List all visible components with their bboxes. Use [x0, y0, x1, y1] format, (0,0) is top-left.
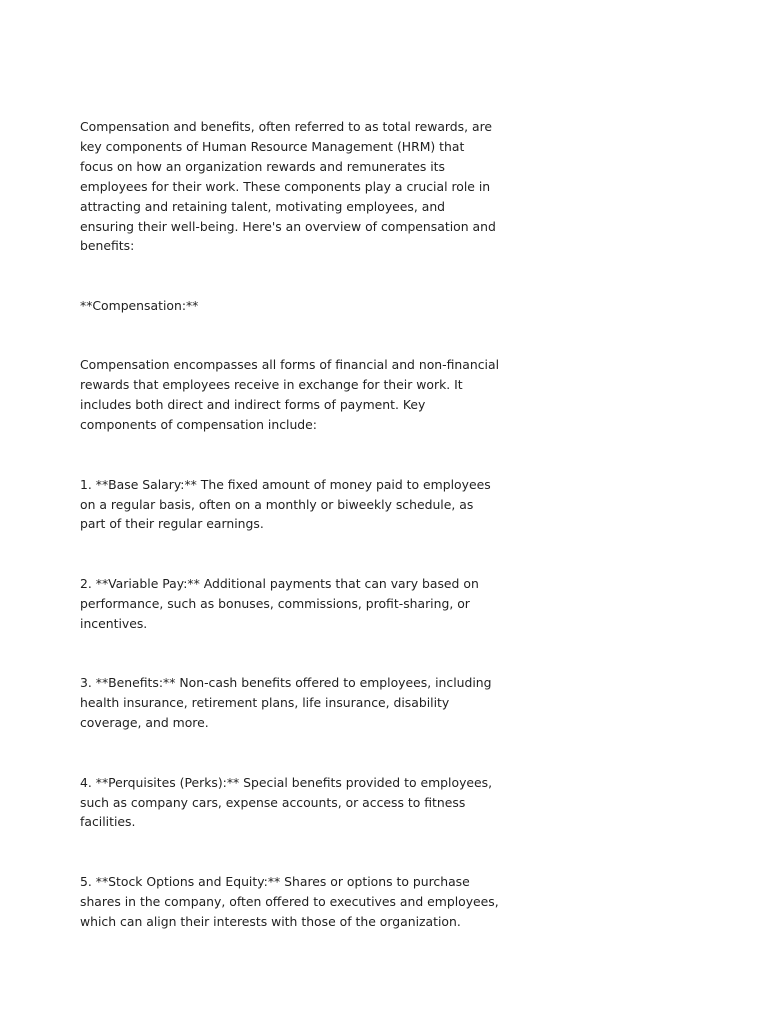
compensation-heading: **Compensation:**: [80, 297, 199, 313]
document-body: [80, 117, 500, 932]
compensation-intro-paragraph: Compensation encompasses all forms of financial and non-financial rewards that employees receive in exchange for their work. It includes both direct and indirect forms of payment. Key components of compensation include:: [80, 357, 500, 433]
list-item-variable-pay: 2. **Variable Pay:** Additional payments that can vary based on performance, such as bonuses, commissions, profit-sharing, or incentives.: [80, 575, 479, 631]
list-item-perquisites: 4. **Perquisites (Perks):** Special benefits provided to employees, such as company cars, expense accounts, or access to fitness facilities.: [80, 774, 493, 830]
list-item-stock-options: 5. **Stock Options and Equity:** Shares or options to purchase shares in the company, often offered to executives and employees, which can align their interests with those of the organization.: [80, 873, 499, 929]
intro-paragraph: Compensation and benefits, often referred to as total rewards, are key components of Human Resource Management (HRM) that focus on how an organization rewards and remunerates its employees for their work. These components play a crucial role in attracting and retaining talent, motivating employees, and ensuring their well-being. Here's an overview of compensation and benefits:: [80, 119, 496, 254]
list-item-base-salary: 1. **Base Salary:** The fixed amount of money paid to employees on a regular basis, often on a monthly or biweekly schedule, as part of their regular earnings.: [80, 476, 491, 532]
list-item-benefits: 3. **Benefits:** Non-cash benefits offered to employees, including health insurance, retirement plans, life insurance, disability coverage, and more.: [80, 675, 492, 731]
